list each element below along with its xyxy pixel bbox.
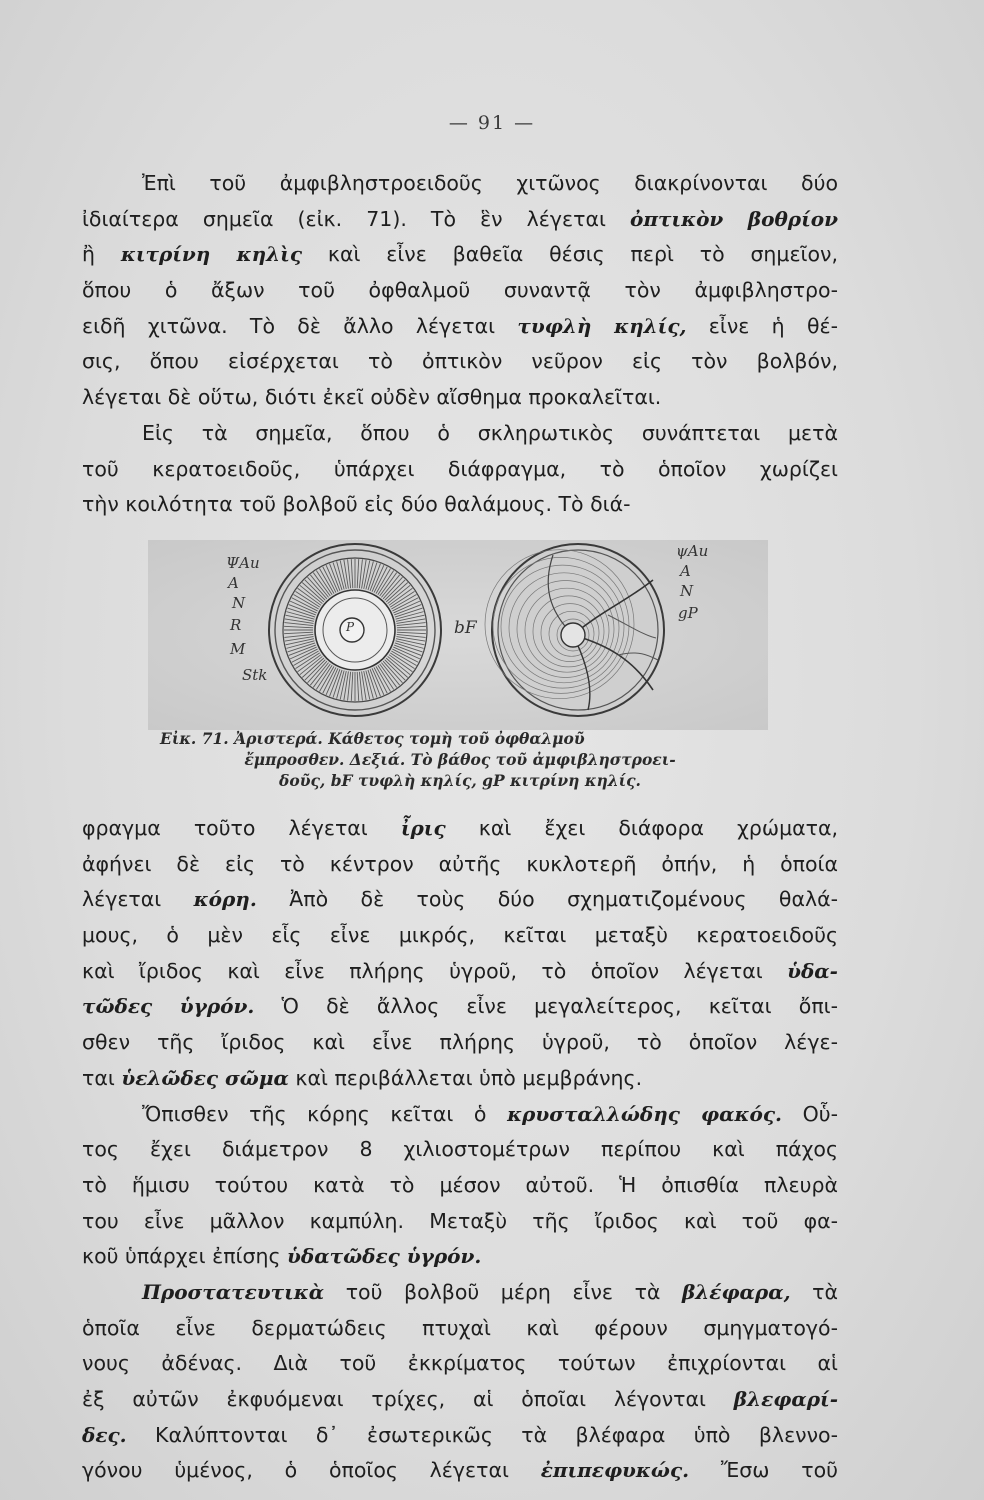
text-run: μους, ὁ μὲν εἷς εἶνε μικρός, κεῖται μεταξὺ κερατοειδοῦς — [82, 923, 838, 948]
text-line — [82, 202, 838, 238]
eye-figure — [148, 540, 768, 730]
emphasized-term: Προστατευτικὰ — [142, 1279, 325, 1304]
text-line — [82, 1239, 838, 1275]
emphasized-term: ἐπιπεφυκώς. — [540, 1458, 690, 1483]
emphasized-term: κιτρίνη κηλὶς — [120, 242, 303, 267]
text-run: Ἐπὶ τοῦ ἀμφιβληστροειδοῦς χιτῶνος διακρίνονται δύο — [142, 171, 838, 195]
text-run: σθεν τῆς ἴριδος καὶ εἶνε πλήρης ὑγροῦ, τὸ ὁποῖον λέγε- — [82, 1030, 838, 1055]
figure-caption — [160, 728, 760, 791]
label-psi-au: ΨAu — [226, 554, 260, 572]
text-run: καὶ ἔχει διάφορα χρώματα, — [445, 816, 838, 840]
label-psi-au-right: ψAu — [676, 542, 709, 560]
caption-line: δοῦς, bF τυφλὴ κηλίς, gP κιτρίνη κηλίς. — [279, 771, 641, 790]
text-run: Ἔσω τοῦ — [689, 1458, 838, 1483]
text-line — [82, 918, 838, 954]
emphasized-term: ὑδα- — [787, 958, 838, 983]
text-run: Οὗ- — [781, 1101, 838, 1126]
text-line — [82, 487, 838, 523]
text-run: καὶ εἶνε βαθεῖα θέσις περὶ τὸ σημεῖον, — [302, 242, 838, 267]
text-line — [82, 380, 838, 416]
text-line — [82, 344, 838, 380]
text-line — [82, 847, 838, 883]
text-run: Ὄπισθεν τῆς κόρης κεῖται ὁ — [142, 1101, 508, 1126]
text-run: καὶ περιβάλλεται ὑπὸ μεμβράνης. — [288, 1065, 643, 1090]
text-run: τὴν κοιλότητα τοῦ βολβοῦ εἰς δύο θαλάμους. Τὸ διά- — [82, 492, 631, 517]
text-run: ὅπου ὁ ἄξων τοῦ ὀφθαλμοῦ συναντᾷ τὸν ἀμφιβληστρο- — [82, 278, 838, 303]
label-r-left: R — [230, 616, 242, 634]
text-line — [82, 1418, 838, 1454]
emphasized-term: βλεφαρί- — [733, 1387, 838, 1411]
emphasized-term: κόρη. — [193, 887, 257, 912]
caption-line: ἔμπροσθεν. Δεξιά. Τὸ βάθος τοῦ ἀμφιβληστροει- — [244, 750, 676, 769]
label-bf-center: bF — [454, 618, 477, 638]
text-run: εἶνε ἡ θέ- — [686, 313, 838, 338]
text-run: Εἰς τὰ σημεῖα, ὅπου ὁ σκληρωτικὸς συνάπτεται μετὰ — [142, 420, 838, 445]
emphasized-term: ὀπτικὸν βοθρίον — [629, 206, 838, 231]
text-line — [82, 1132, 838, 1168]
text-run: τὰ — [790, 1279, 838, 1304]
text-line — [82, 1346, 838, 1382]
left-eye-section — [269, 544, 441, 716]
text-run: Ἀπὸ δὲ τοὺς δύο σχηματιζομένους θαλά- — [256, 887, 838, 912]
label-n-right: N — [680, 582, 694, 600]
top-paragraphs — [82, 166, 838, 523]
text-line — [82, 989, 838, 1025]
text-line — [82, 1382, 838, 1418]
emphasized-term: κρυσταλλώδης φακός. — [507, 1101, 782, 1126]
text-run: τὸ ἥμισυ τούτου κατὰ τὸ μέσον αὐτοῦ. Ἡ ὀπισθία πλευρὰ — [82, 1172, 838, 1197]
label-stk-left: Stk — [242, 666, 268, 684]
text-line — [82, 273, 838, 309]
text-run: τοῦ βολβοῦ μέρη εἶνε τὰ — [324, 1279, 682, 1304]
label-m-left: M — [230, 640, 246, 658]
text-line — [82, 954, 838, 990]
text-run: ἐξ αὐτῶν ἐκφυόμεναι τρίχες, αἱ ὁποῖαι λέγονται — [82, 1387, 734, 1411]
text-run: γόνου ὑμένος, ὁ ὁποῖος λέγεται — [82, 1458, 541, 1483]
text-run: ειδῆ χιτῶνα. Τὸ δὲ ἄλλο λέγεται — [82, 313, 518, 338]
text-line — [82, 882, 838, 918]
text-line — [82, 811, 838, 847]
text-run: λέγεται δὲ οὕτω, διότι ἐκεῖ οὐδὲν αἴσθημα προκαλεῖται. — [82, 385, 662, 410]
text-line — [82, 1311, 838, 1347]
text-run: ἀφήνει δὲ εἰς τὸ κέντρον αὐτῆς κυκλοτερῆ ὀπήν, ἡ ὁποία — [82, 851, 838, 876]
page-number: — 91 — — [448, 112, 536, 134]
emphasized-term: τῶδες ὑγρόν. — [82, 994, 255, 1019]
text-line — [82, 416, 838, 452]
text-run: κοῦ ὑπάρχει ἐπίσης — [82, 1244, 287, 1269]
text-run: του εἶνε μᾶλλον καμπύλη. Μεταξὺ τῆς ἴριδος καὶ τοῦ φα- — [82, 1208, 838, 1233]
emphasized-term: βλέφαρα, — [681, 1279, 791, 1304]
label-gp-right: gP — [678, 604, 698, 622]
text-line — [82, 1453, 838, 1489]
text-run: ὁποῖα εἶνε δερματώδεις πτυχαὶ καὶ φέρουν σμηγματογό- — [82, 1315, 838, 1340]
label-a-right: A — [680, 562, 691, 580]
text-line — [82, 1168, 838, 1204]
text-line — [82, 1061, 838, 1097]
text-run: σις, ὅπου εἰσέρχεται τὸ ὀπτικὸν νεῦρον εἰς τὸν βολβόν, — [82, 349, 838, 374]
text-run: λέγεται — [82, 887, 194, 912]
text-line — [82, 1097, 838, 1133]
text-line — [82, 309, 838, 345]
text-run: ἢ — [82, 242, 121, 267]
text-run: Ὁ δὲ ἄλλος εἶνε μεγαλείτερος, κεῖται ὄπι- — [254, 994, 838, 1019]
text-run: καὶ ἴριδος καὶ εἶνε πλήρης ὑγροῦ, τὸ ὁποῖον λέγεται — [82, 958, 788, 983]
emphasized-term: ὑελῶδες σῶμα — [121, 1065, 289, 1090]
text-line — [82, 452, 838, 488]
text-run: τος ἔχει διάμετρον 8 χιλιοστομέτρων περίπου καὶ πάχος — [82, 1137, 838, 1162]
label-n-left: N — [232, 594, 246, 612]
text-line — [82, 1275, 838, 1311]
text-run: φραγμα τοῦτο λέγεται — [82, 816, 401, 840]
text-run: νους ἀδένας. Διὰ τοῦ ἐκκρίματος τούτων ἐπιχρίονται αἱ — [82, 1351, 838, 1376]
text-line — [82, 237, 838, 273]
label-pupil: P — [346, 620, 355, 634]
text-line — [82, 1204, 838, 1240]
text-line — [82, 166, 838, 202]
emphasized-term: ὑδατῶδες ὑγρόν. — [287, 1244, 482, 1269]
label-a-left: A — [228, 574, 239, 592]
text-line — [82, 1025, 838, 1061]
text-run: Καλύπτονται δ᾽ ἐσωτερικῶς τὰ βλέφαρα ὑπὸ βλεννο- — [126, 1422, 838, 1447]
caption-line: Εἰκ. 71. Ἀριστερά. Κάθετος τομὴ τοῦ ὀφθαλμοῦ — [160, 729, 585, 748]
text-run: ἰδιαίτερα σημεῖα (εἰκ. 71). Τὸ ἓν λέγεται — [82, 206, 630, 231]
emphasized-term: δες. — [82, 1422, 127, 1447]
emphasized-term: τυφλὴ κηλίς, — [517, 313, 687, 338]
text-run: τοῦ κερατοειδοῦς, ὑπάρχει διάφραγμα, τὸ ὁποῖον χωρίζει — [82, 456, 838, 481]
emphasized-term: ἶρις — [400, 816, 446, 840]
bottom-paragraphs — [82, 811, 838, 1489]
text-run: ται — [82, 1065, 122, 1090]
